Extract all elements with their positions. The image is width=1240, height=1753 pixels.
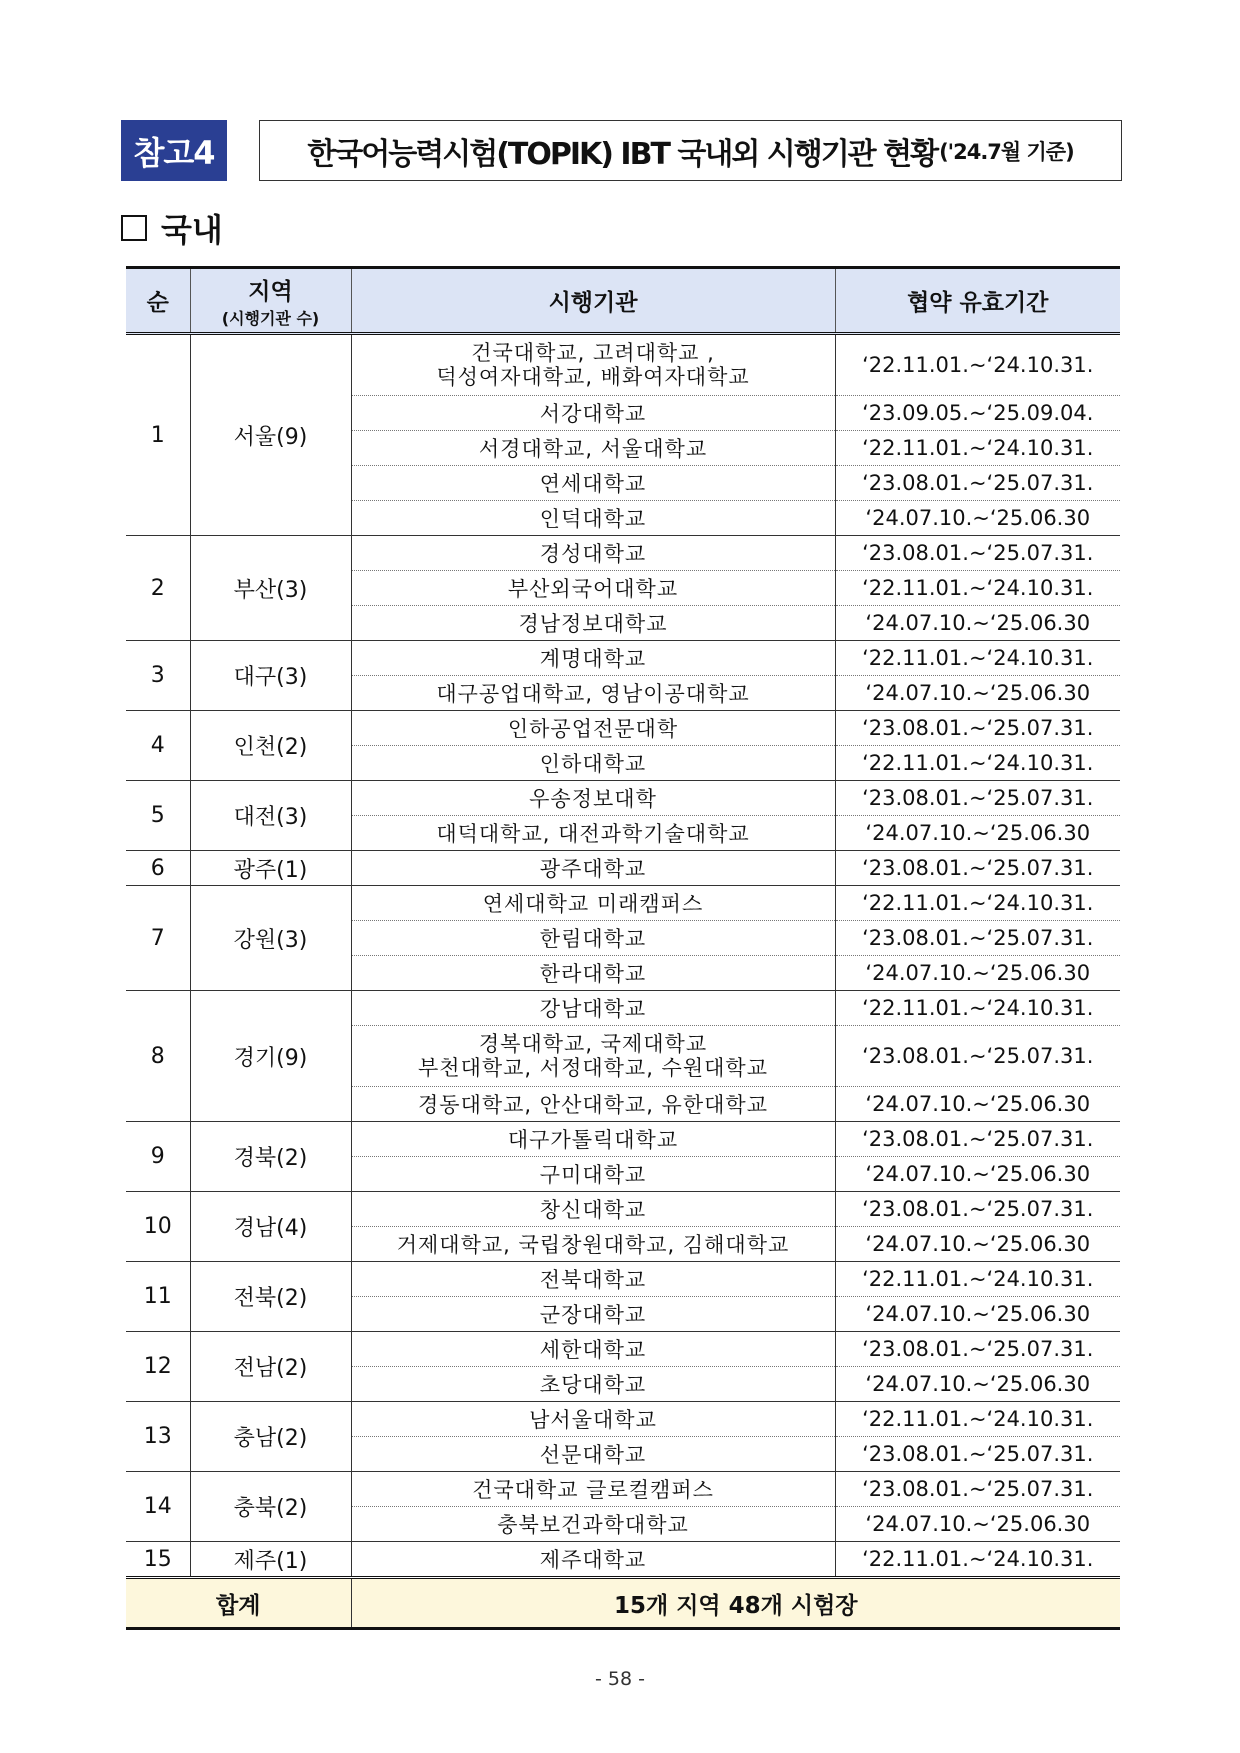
table-row [126, 1262, 1120, 1297]
institution-cell: 서경대학교, 서울대학교 [351, 431, 835, 466]
period-cell: ‘24.07.10.~‘25.06.30 [835, 501, 1120, 536]
period-cell: ‘23.08.01.~‘25.07.31. [835, 921, 1120, 956]
period-cell: ‘22.11.01.~‘24.10.31. [835, 641, 1120, 676]
row-number: 3 [126, 641, 190, 711]
region-cell: 충북(2) [190, 1472, 351, 1542]
table-row [126, 334, 1120, 396]
institution-cell: 인하공업전문대학 [351, 711, 835, 746]
title-date-note: ('24.7월 기준) [939, 139, 1074, 164]
institution-cell: 한림대학교 [351, 921, 835, 956]
header-region-sub: (시행기관 수) [221, 308, 320, 328]
institution-cell: 전북대학교 [351, 1262, 835, 1297]
institution-cell: 인덕대학교 [351, 501, 835, 536]
header-region-label: 지역 [248, 278, 293, 305]
table-row [126, 711, 1120, 746]
section-heading [121, 205, 223, 251]
period-cell: ‘23.08.01.~‘25.07.31. [835, 466, 1120, 501]
institution-cell: 창신대학교 [351, 1192, 835, 1227]
row-number: 6 [126, 851, 190, 886]
row-number: 14 [126, 1472, 190, 1542]
row-number: 15 [126, 1542, 190, 1578]
institution-cell: 광주대학교 [351, 851, 835, 886]
period-cell: ‘22.11.01.~‘24.10.31. [835, 886, 1120, 921]
period-cell: ‘22.11.01.~‘24.10.31. [835, 571, 1120, 606]
period-cell: ‘23.08.01.~‘25.07.31. [835, 851, 1120, 886]
institution-cell: 건국대학교, 고려대학교 , 덕성여자대학교, 배화여자대학교 [351, 334, 835, 396]
institution-cell: 군장대학교 [351, 1297, 835, 1332]
row-number: 9 [126, 1122, 190, 1192]
institution-cell: 거제대학교, 국립창원대학교, 김해대학교 [351, 1227, 835, 1262]
region-cell: 전북(2) [190, 1262, 351, 1332]
region-cell: 제주(1) [190, 1542, 351, 1578]
period-cell: ‘22.11.01.~‘24.10.31. [835, 991, 1120, 1026]
period-cell: ‘23.08.01.~‘25.07.31. [835, 1437, 1120, 1472]
institution-cell: 초당대학교 [351, 1367, 835, 1402]
region-cell: 충남(2) [190, 1402, 351, 1472]
institution-cell: 경복대학교, 국제대학교 부천대학교, 서정대학교, 수원대학교 [351, 1026, 835, 1087]
institution-cell: 대구공업대학교, 영남이공대학교 [351, 676, 835, 711]
table-row [126, 641, 1120, 676]
institution-cell: 대구가톨릭대학교 [351, 1122, 835, 1157]
period-cell: ‘22.11.01.~‘24.10.31. [835, 334, 1120, 396]
table-row [126, 851, 1120, 886]
period-cell: ‘24.07.10.~‘25.06.30 [835, 676, 1120, 711]
period-cell: ‘23.08.01.~‘25.07.31. [835, 781, 1120, 816]
header-period: 협약 유효기간 [835, 268, 1120, 334]
institution-cell: 선문대학교 [351, 1437, 835, 1472]
section-title: 국내 [161, 211, 223, 249]
institution-table [126, 266, 1120, 1630]
row-number: 4 [126, 711, 190, 781]
region-cell: 서울(9) [190, 334, 351, 536]
region-cell: 강원(3) [190, 886, 351, 991]
institution-cell: 경동대학교, 안산대학교, 유한대학교 [351, 1087, 835, 1122]
period-cell: ‘23.08.01.~‘25.07.31. [835, 1122, 1120, 1157]
table-row [126, 536, 1120, 571]
region-cell: 광주(1) [190, 851, 351, 886]
institution-cell: 부산외국어대학교 [351, 571, 835, 606]
region-cell: 경기(9) [190, 991, 351, 1122]
period-cell: ‘24.07.10.~‘25.06.30 [835, 816, 1120, 851]
period-cell: ‘23.08.01.~‘25.07.31. [835, 711, 1120, 746]
header-region [190, 268, 351, 334]
table-row [126, 1332, 1120, 1367]
region-cell: 경북(2) [190, 1122, 351, 1192]
row-number: 8 [126, 991, 190, 1122]
region-cell: 전남(2) [190, 1332, 351, 1402]
period-cell: ‘23.08.01.~‘25.07.31. [835, 1026, 1120, 1087]
reference-badge: 참고4 [121, 120, 227, 181]
table-row [126, 781, 1120, 816]
institution-cell: 계명대학교 [351, 641, 835, 676]
title-box [259, 120, 1122, 181]
institution-cell: 강남대학교 [351, 991, 835, 1026]
region-cell: 부산(3) [190, 536, 351, 641]
table-row [126, 1542, 1120, 1578]
row-number: 2 [126, 536, 190, 641]
period-cell: ‘22.11.01.~‘24.10.31. [835, 746, 1120, 781]
table-body [126, 334, 1120, 1578]
square-bullet-icon [121, 215, 147, 241]
period-cell: ‘22.11.01.~‘24.10.31. [835, 1402, 1120, 1437]
table-row [126, 886, 1120, 921]
institution-cell: 인하대학교 [351, 746, 835, 781]
table-row [126, 1192, 1120, 1227]
period-cell: ‘24.07.10.~‘25.06.30 [835, 1507, 1120, 1542]
period-cell: ‘23.09.05.~‘25.09.04. [835, 396, 1120, 431]
period-cell: ‘24.07.10.~‘25.06.30 [835, 1367, 1120, 1402]
period-cell: ‘24.07.10.~‘25.06.30 [835, 606, 1120, 641]
region-cell: 인천(2) [190, 711, 351, 781]
row-number: 1 [126, 334, 190, 536]
institution-cell: 우송정보대학 [351, 781, 835, 816]
period-cell: ‘23.08.01.~‘25.07.31. [835, 1192, 1120, 1227]
institution-cell: 대덕대학교, 대전과학기술대학교 [351, 816, 835, 851]
institution-cell: 남서울대학교 [351, 1402, 835, 1437]
period-cell: ‘23.08.01.~‘25.07.31. [835, 1332, 1120, 1367]
row-number: 12 [126, 1332, 190, 1402]
period-cell: ‘24.07.10.~‘25.06.30 [835, 956, 1120, 991]
period-cell: ‘22.11.01.~‘24.10.31. [835, 1262, 1120, 1297]
institution-cell: 연세대학교 미래캠퍼스 [351, 886, 835, 921]
institution-cell: 제주대학교 [351, 1542, 835, 1578]
document-title: 한국어능력시험(TOPIK) IBT 국내외 시행기관 현황 [307, 136, 938, 172]
institution-cell: 건국대학교 글로컬캠퍼스 [351, 1472, 835, 1507]
period-cell: ‘24.07.10.~‘25.06.30 [835, 1157, 1120, 1192]
header-institution: 시행기관 [351, 268, 835, 334]
page-number: - 58 - [595, 1668, 645, 1690]
table-footer [126, 1578, 1120, 1629]
header-num: 순 [126, 268, 190, 334]
period-cell: ‘24.07.10.~‘25.06.30 [835, 1297, 1120, 1332]
institution-cell: 세한대학교 [351, 1332, 835, 1367]
region-cell: 경남(4) [190, 1192, 351, 1262]
period-cell: ‘23.08.01.~‘25.07.31. [835, 536, 1120, 571]
row-number: 11 [126, 1262, 190, 1332]
region-cell: 대전(3) [190, 781, 351, 851]
institution-cell: 충북보건과학대학교 [351, 1507, 835, 1542]
table-row [126, 1122, 1120, 1157]
table-row [126, 991, 1120, 1026]
table-row [126, 1472, 1120, 1507]
total-label: 합계 [126, 1578, 351, 1629]
row-number: 13 [126, 1402, 190, 1472]
period-cell: ‘24.07.10.~‘25.06.30 [835, 1227, 1120, 1262]
row-number: 10 [126, 1192, 190, 1262]
row-number: 5 [126, 781, 190, 851]
table-row [126, 1402, 1120, 1437]
table-header [126, 268, 1120, 334]
row-number: 7 [126, 886, 190, 991]
total-value: 15개 지역 48개 시험장 [351, 1578, 1120, 1629]
period-cell: ‘22.11.01.~‘24.10.31. [835, 1542, 1120, 1578]
institution-cell: 서강대학교 [351, 396, 835, 431]
institution-cell: 경성대학교 [351, 536, 835, 571]
period-cell: ‘24.07.10.~‘25.06.30 [835, 1087, 1120, 1122]
period-cell: ‘23.08.01.~‘25.07.31. [835, 1472, 1120, 1507]
page-header [121, 120, 1122, 181]
period-cell: ‘22.11.01.~‘24.10.31. [835, 431, 1120, 466]
institution-cell: 한라대학교 [351, 956, 835, 991]
region-cell: 대구(3) [190, 641, 351, 711]
institution-cell: 경남정보대학교 [351, 606, 835, 641]
institution-cell: 연세대학교 [351, 466, 835, 501]
institution-cell: 구미대학교 [351, 1157, 835, 1192]
